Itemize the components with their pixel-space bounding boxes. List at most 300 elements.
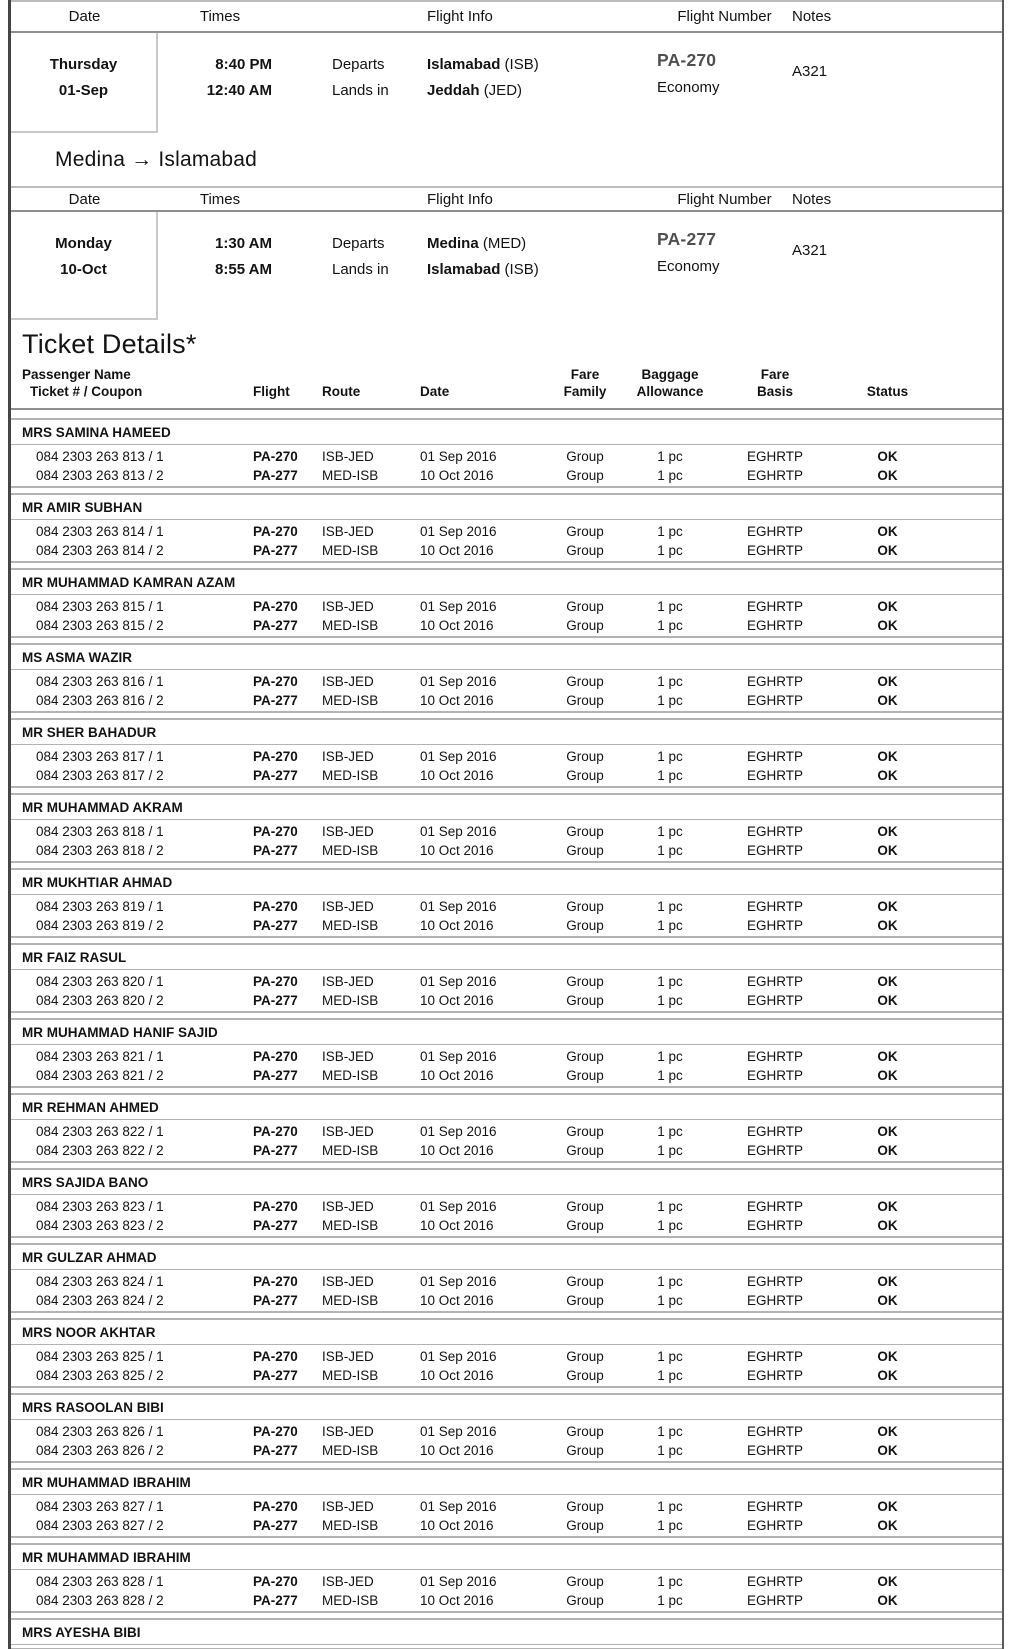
- coupon-rows: [11, 1195, 1002, 1236]
- coupon-flight: PA-270: [253, 1424, 298, 1439]
- passenger-group: [11, 1243, 1002, 1313]
- coupon-fare-family: Group: [566, 768, 604, 783]
- coupon-baggage-allowance: 1 pc: [657, 1124, 683, 1139]
- coupon-status: OK: [877, 524, 898, 539]
- coupon-route: ISB-JED: [322, 1574, 374, 1589]
- ticket-coupon-row: [11, 822, 1002, 841]
- passenger-group: [11, 568, 1002, 638]
- flight-header-notes: Notes: [792, 190, 832, 208]
- passenger-group: [11, 1543, 1002, 1613]
- coupon-fare-family: Group: [566, 1124, 604, 1139]
- coupon-fare-family: Group: [566, 1199, 604, 1214]
- flight-header-number: Flight Number: [677, 190, 772, 208]
- coupon-rows: [11, 895, 1002, 936]
- coupon-fare-family: Group: [566, 974, 604, 989]
- coupon-status: OK: [877, 749, 898, 764]
- coupon-baggage-allowance: 1 pc: [657, 618, 683, 633]
- flight-header-number: Flight Number: [677, 8, 772, 25]
- coupon-fare-basis: EGHRTP: [746, 543, 803, 558]
- coupon-flight: PA-270: [253, 749, 298, 764]
- coupon-route: MED-ISB: [322, 993, 379, 1008]
- coupon-flight: PA-277: [253, 468, 298, 483]
- depart-city: Medina: [427, 235, 479, 252]
- col-header-status: Status: [866, 384, 909, 399]
- coupon-date: 01 Sep 2016: [420, 524, 497, 539]
- coupon-ticket-number: 084 2303 263 818 / 2: [36, 843, 164, 858]
- coupon-date: 01 Sep 2016: [420, 1274, 497, 1289]
- coupon-fare-basis: EGHRTP: [746, 468, 803, 483]
- coupon-fare-family: Group: [566, 1274, 604, 1289]
- coupon-date: 01 Sep 2016: [420, 974, 497, 989]
- coupon-baggage-allowance: 1 pc: [657, 1424, 683, 1439]
- coupon-route: ISB-JED: [322, 1274, 374, 1289]
- cabin-class: Economy: [657, 79, 720, 96]
- coupon-route: ISB-JED: [322, 524, 374, 539]
- coupon-route: MED-ISB: [322, 1368, 379, 1383]
- coupon-ticket-number: 084 2303 263 823 / 2: [36, 1218, 164, 1233]
- ticket-coupon-row: [11, 841, 1002, 860]
- coupon-flight: PA-270: [253, 1124, 298, 1139]
- coupon-baggage-allowance: 1 pc: [657, 1049, 683, 1064]
- flight-direction-labels: [332, 33, 427, 133]
- coupon-baggage-allowance: 1 pc: [657, 674, 683, 689]
- coupon-baggage-allowance: 1 pc: [657, 1349, 683, 1364]
- flight-header-date: Date: [68, 190, 101, 208]
- coupon-flight: PA-270: [253, 1049, 298, 1064]
- coupon-status: OK: [877, 918, 898, 933]
- coupon-ticket-number: 084 2303 263 813 / 2: [36, 468, 164, 483]
- coupon-rows: [11, 1045, 1002, 1086]
- ticket-coupon-row: [11, 991, 1002, 1010]
- coupon-fare-family: Group: [566, 468, 604, 483]
- ticket-coupon-row: [11, 747, 1002, 766]
- depart-city-line: [427, 52, 657, 78]
- flight-date-cell: [11, 33, 158, 133]
- coupon-fare-basis: EGHRTP: [746, 524, 803, 539]
- coupon-flight: PA-277: [253, 618, 298, 633]
- coupon-flight: PA-277: [253, 993, 298, 1008]
- flight-direction-labels: [332, 212, 427, 320]
- coupon-date: 01 Sep 2016: [420, 1574, 497, 1589]
- coupon-flight: PA-277: [253, 1443, 298, 1458]
- coupon-fare-basis: EGHRTP: [746, 1274, 803, 1289]
- ticket-coupon-row: [11, 1591, 1002, 1610]
- coupon-ticket-number: 084 2303 263 825 / 1: [36, 1349, 164, 1364]
- coupon-status: OK: [877, 1349, 898, 1364]
- coupon-status: OK: [877, 599, 898, 614]
- coupon-ticket-number: 084 2303 263 814 / 1: [36, 524, 164, 539]
- coupon-flight: PA-270: [253, 524, 298, 539]
- coupon-fare-family: Group: [566, 1368, 604, 1383]
- coupon-fare-family: Group: [566, 599, 604, 614]
- coupon-fare-family: Group: [566, 1049, 604, 1064]
- coupon-status: OK: [877, 468, 898, 483]
- passenger-group: [11, 718, 1002, 788]
- passenger-group: [11, 493, 1002, 563]
- coupon-flight: PA-270: [253, 674, 298, 689]
- flight-times-cell: [158, 212, 282, 320]
- coupon-flight: PA-277: [253, 843, 298, 858]
- coupon-route: ISB-JED: [322, 749, 374, 764]
- coupon-ticket-number: 084 2303 263 819 / 1: [36, 899, 164, 914]
- coupon-baggage-allowance: 1 pc: [657, 1143, 683, 1158]
- coupon-flight: PA-277: [253, 1068, 298, 1083]
- coupon-rows: [11, 595, 1002, 636]
- arrive-city-line: [427, 78, 657, 104]
- coupon-fare-basis: EGHRTP: [746, 1349, 803, 1364]
- flight-header-date: Date: [68, 8, 101, 25]
- coupon-status: OK: [877, 1124, 898, 1139]
- ticket-coupon-row: [11, 1572, 1002, 1591]
- passenger-name: MR MUHAMMAD IBRAHIM: [11, 1545, 1002, 1570]
- coupon-status: OK: [877, 843, 898, 858]
- coupon-status: OK: [877, 974, 898, 989]
- flight-day: Monday: [55, 235, 112, 252]
- coupon-fare-basis: EGHRTP: [746, 1068, 803, 1083]
- ticket-coupon-row: [11, 1047, 1002, 1066]
- flight-header-times: Times: [199, 190, 241, 208]
- arrive-city: Islamabad: [427, 261, 501, 278]
- coupon-flight: PA-277: [253, 918, 298, 933]
- coupon-route: ISB-JED: [322, 599, 374, 614]
- coupon-baggage-allowance: 1 pc: [657, 993, 683, 1008]
- coupon-fare-basis: EGHRTP: [746, 1424, 803, 1439]
- ticket-coupon-row: [11, 466, 1002, 485]
- coupon-flight: PA-270: [253, 449, 298, 464]
- coupon-status: OK: [877, 1068, 898, 1083]
- passenger-group: [11, 643, 1002, 713]
- coupon-fare-family: Group: [566, 749, 604, 764]
- coupon-ticket-number: 084 2303 263 821 / 1: [36, 1049, 164, 1064]
- coupon-fare-basis: EGHRTP: [746, 1593, 803, 1608]
- coupon-status: OK: [877, 449, 898, 464]
- coupon-route: ISB-JED: [322, 824, 374, 839]
- ticket-table-header: [11, 366, 1002, 410]
- coupon-fare-basis: EGHRTP: [746, 449, 803, 464]
- coupon-flight: PA-277: [253, 1218, 298, 1233]
- departs-label: Departs: [332, 56, 385, 73]
- passenger-name: MRS RASOOLAN BIBI: [11, 1395, 1002, 1420]
- coupon-status: OK: [877, 674, 898, 689]
- coupon-status: OK: [877, 618, 898, 633]
- coupon-route: MED-ISB: [322, 843, 379, 858]
- coupon-status: OK: [877, 1293, 898, 1308]
- coupon-fare-basis: EGHRTP: [746, 899, 803, 914]
- ticket-coupon-row: [11, 597, 1002, 616]
- coupon-rows: [11, 1270, 1002, 1311]
- depart-city-line: [427, 231, 657, 257]
- coupon-flight: PA-277: [253, 768, 298, 783]
- col-header-fare-family: Fare Family: [563, 367, 607, 399]
- coupon-flight: PA-270: [253, 1499, 298, 1514]
- coupon-baggage-allowance: 1 pc: [657, 693, 683, 708]
- flight-row-2: [11, 212, 1002, 320]
- departs-label: Departs: [332, 235, 385, 252]
- coupon-ticket-number: 084 2303 263 827 / 1: [36, 1499, 164, 1514]
- coupon-date: 10 Oct 2016: [420, 543, 494, 558]
- ticket-coupon-row: [11, 916, 1002, 935]
- passenger-name: MRS SAJIDA BANO: [11, 1170, 1002, 1195]
- coupon-route: ISB-JED: [322, 1499, 374, 1514]
- coupon-fare-family: Group: [566, 1593, 604, 1608]
- passenger-name: MR MUHAMMAD KAMRAN AZAM: [11, 570, 1002, 595]
- passenger-group: [11, 1468, 1002, 1538]
- coupon-flight: PA-270: [253, 599, 298, 614]
- coupon-status: OK: [877, 1274, 898, 1289]
- cabin-class: Economy: [657, 258, 720, 275]
- flight-number-cell: [657, 212, 792, 320]
- coupon-rows: [11, 520, 1002, 561]
- passenger-name: MS ASMA WAZIR: [11, 645, 1002, 670]
- coupon-baggage-allowance: 1 pc: [657, 543, 683, 558]
- coupon-ticket-number: 084 2303 263 824 / 1: [36, 1274, 164, 1289]
- coupon-fare-family: Group: [566, 1499, 604, 1514]
- coupon-route: MED-ISB: [322, 1143, 379, 1158]
- coupon-ticket-number: 084 2303 263 827 / 2: [36, 1518, 164, 1533]
- coupon-fare-basis: EGHRTP: [746, 1574, 803, 1589]
- coupon-date: 10 Oct 2016: [420, 618, 494, 633]
- coupon-status: OK: [877, 899, 898, 914]
- col-header-route: Route: [322, 384, 361, 399]
- coupon-ticket-number: 084 2303 263 816 / 1: [36, 674, 164, 689]
- ticket-coupon-row: [11, 1441, 1002, 1460]
- coupon-route: ISB-JED: [322, 1424, 374, 1439]
- ticket-coupon-row: [11, 691, 1002, 710]
- route-title: Medina → Islamabad: [55, 148, 258, 171]
- coupon-baggage-allowance: 1 pc: [657, 599, 683, 614]
- ticket-coupon-row: [11, 1066, 1002, 1085]
- coupon-ticket-number: 084 2303 263 822 / 2: [36, 1143, 164, 1158]
- coupon-route: MED-ISB: [322, 1293, 379, 1308]
- ticket-coupon-row: [11, 1291, 1002, 1310]
- coupon-baggage-allowance: 1 pc: [657, 1593, 683, 1608]
- coupon-fare-basis: EGHRTP: [746, 974, 803, 989]
- flight-number: PA-270: [657, 50, 717, 70]
- coupon-ticket-number: 084 2303 263 821 / 2: [36, 1068, 164, 1083]
- coupon-fare-basis: EGHRTP: [746, 1199, 803, 1214]
- coupon-ticket-number: 084 2303 263 817 / 1: [36, 749, 164, 764]
- coupon-rows: [11, 1345, 1002, 1386]
- passenger-name: MR GULZAR AHMAD: [11, 1245, 1002, 1270]
- coupon-date: 10 Oct 2016: [420, 1368, 494, 1383]
- coupon-fare-family: Group: [566, 449, 604, 464]
- coupon-rows: [11, 1645, 1002, 1648]
- coupon-rows: [11, 820, 1002, 861]
- coupon-route: MED-ISB: [322, 918, 379, 933]
- passenger-name: MR MUHAMMAD HANIF SAJID: [11, 1020, 1002, 1045]
- coupon-ticket-number: 084 2303 263 819 / 2: [36, 918, 164, 933]
- arrive-time: 12:40 AM: [206, 82, 272, 99]
- aircraft-note: A321: [792, 242, 828, 259]
- coupon-fare-family: Group: [566, 918, 604, 933]
- coupon-route: MED-ISB: [322, 1218, 379, 1233]
- depart-code: (MED): [482, 235, 527, 252]
- ticket-coupon-row: [11, 766, 1002, 785]
- coupon-status: OK: [877, 1424, 898, 1439]
- coupon-fare-family: Group: [566, 1143, 604, 1158]
- coupon-rows: [11, 445, 1002, 486]
- coupon-ticket-number: 084 2303 263 826 / 1: [36, 1424, 164, 1439]
- coupon-baggage-allowance: 1 pc: [657, 1368, 683, 1383]
- passenger-name: MRS SAMINA HAMEED: [11, 420, 1002, 445]
- coupon-flight: PA-277: [253, 1293, 298, 1308]
- coupon-fare-basis: EGHRTP: [746, 1293, 803, 1308]
- coupon-ticket-number: 084 2303 263 825 / 2: [36, 1368, 164, 1383]
- passenger-group: [11, 1093, 1002, 1163]
- col-header-passenger: Passenger Name Ticket # / Coupon: [22, 367, 143, 399]
- ticket-coupon-row: [11, 1422, 1002, 1441]
- coupon-rows: [11, 1495, 1002, 1536]
- coupon-date: 01 Sep 2016: [420, 449, 497, 464]
- passenger-group: [11, 1018, 1002, 1088]
- coupon-fare-family: Group: [566, 1518, 604, 1533]
- ticket-coupon-row: [11, 1366, 1002, 1385]
- coupon-fare-family: Group: [566, 524, 604, 539]
- coupon-fare-basis: EGHRTP: [746, 843, 803, 858]
- coupon-fare-basis: EGHRTP: [746, 1499, 803, 1514]
- flight-row-1: [11, 33, 1002, 133]
- arrive-city: Jeddah: [427, 82, 480, 99]
- coupon-status: OK: [877, 768, 898, 783]
- coupon-flight: PA-270: [253, 824, 298, 839]
- flight-date-cell: [11, 212, 158, 320]
- coupon-baggage-allowance: 1 pc: [657, 1293, 683, 1308]
- flight-number-cell: [657, 33, 792, 133]
- coupon-fare-basis: EGHRTP: [746, 674, 803, 689]
- coupon-baggage-allowance: 1 pc: [657, 468, 683, 483]
- coupon-rows: [11, 1570, 1002, 1611]
- coupon-route: ISB-JED: [322, 899, 374, 914]
- coupon-baggage-allowance: 1 pc: [657, 1499, 683, 1514]
- flight-header-info: Flight Info: [427, 8, 493, 25]
- passenger-group: [11, 793, 1002, 863]
- coupon-route: MED-ISB: [322, 1068, 379, 1083]
- coupon-baggage-allowance: 1 pc: [657, 974, 683, 989]
- coupon-flight: PA-270: [253, 1574, 298, 1589]
- coupon-flight: PA-277: [253, 1593, 298, 1608]
- coupon-route: ISB-JED: [322, 1049, 374, 1064]
- coupon-fare-basis: EGHRTP: [746, 1218, 803, 1233]
- ticket-coupon-row: [11, 972, 1002, 991]
- coupon-date: 01 Sep 2016: [420, 1424, 497, 1439]
- depart-city: Islamabad: [427, 56, 501, 73]
- coupon-status: OK: [877, 993, 898, 1008]
- flight-table-header-2: [11, 186, 1002, 212]
- coupon-fare-family: Group: [566, 1574, 604, 1589]
- coupon-date: 10 Oct 2016: [420, 993, 494, 1008]
- coupon-ticket-number: 084 2303 263 826 / 2: [36, 1443, 164, 1458]
- passenger-name: MR FAIZ RASUL: [11, 945, 1002, 970]
- coupon-fare-family: Group: [566, 1424, 604, 1439]
- flight-number: PA-277: [657, 229, 717, 249]
- passenger-name: MR SHER BAHADUR: [11, 720, 1002, 745]
- flight-cities-cell: [427, 212, 657, 320]
- ticket-coupon-row: [11, 1216, 1002, 1235]
- col-header-date: Date: [420, 384, 450, 399]
- coupon-flight: PA-277: [253, 1143, 298, 1158]
- coupon-ticket-number: 084 2303 263 820 / 2: [36, 993, 164, 1008]
- coupon-fare-family: Group: [566, 1293, 604, 1308]
- coupon-route: MED-ISB: [322, 1518, 379, 1533]
- coupon-status: OK: [877, 1199, 898, 1214]
- coupon-date: 01 Sep 2016: [420, 749, 497, 764]
- coupon-date: 10 Oct 2016: [420, 843, 494, 858]
- coupon-date: 10 Oct 2016: [420, 1593, 494, 1608]
- coupon-ticket-number: 084 2303 263 820 / 1: [36, 974, 164, 989]
- depart-code: (ISB): [504, 56, 539, 73]
- passenger-name: MRS AYESHA BIBI: [11, 1620, 1002, 1645]
- passenger-group: [11, 1318, 1002, 1388]
- coupon-fare-basis: EGHRTP: [746, 599, 803, 614]
- coupon-status: OK: [877, 1368, 898, 1383]
- coupon-ticket-number: 084 2303 263 824 / 2: [36, 1293, 164, 1308]
- coupon-flight: PA-277: [253, 693, 298, 708]
- coupon-date: 01 Sep 2016: [420, 599, 497, 614]
- coupon-date: 10 Oct 2016: [420, 768, 494, 783]
- coupon-status: OK: [877, 1518, 898, 1533]
- coupon-date: 01 Sep 2016: [420, 899, 497, 914]
- ticket-coupon-row: [11, 447, 1002, 466]
- coupon-status: OK: [877, 1499, 898, 1514]
- coupon-status: OK: [877, 543, 898, 558]
- coupon-baggage-allowance: 1 pc: [657, 1518, 683, 1533]
- coupon-route: ISB-JED: [322, 1124, 374, 1139]
- coupon-flight: PA-270: [253, 1199, 298, 1214]
- arrive-code: (JED): [483, 82, 523, 99]
- coupon-ticket-number: 084 2303 263 814 / 2: [36, 543, 164, 558]
- ticket-coupon-row: [11, 1497, 1002, 1516]
- coupon-fare-family: Group: [566, 843, 604, 858]
- coupon-fare-family: Group: [566, 1068, 604, 1083]
- coupon-route: MED-ISB: [322, 1443, 379, 1458]
- coupon-status: OK: [877, 1593, 898, 1608]
- flight-date: 10-Oct: [60, 261, 107, 278]
- coupon-date: 10 Oct 2016: [420, 1143, 494, 1158]
- coupon-ticket-number: 084 2303 263 813 / 1: [36, 449, 164, 464]
- coupon-flight: PA-270: [253, 1349, 298, 1364]
- flight-header-times: Times: [199, 8, 241, 25]
- coupon-date: 01 Sep 2016: [420, 1199, 497, 1214]
- coupon-rows: [11, 745, 1002, 786]
- coupon-rows: [11, 670, 1002, 711]
- itinerary-document: [8, 0, 1004, 1649]
- coupon-fare-basis: EGHRTP: [746, 618, 803, 633]
- ticket-coupon-row: [11, 522, 1002, 541]
- coupon-fare-family: Group: [566, 543, 604, 558]
- flight-header-info: Flight Info: [427, 190, 493, 208]
- coupon-rows: [11, 1120, 1002, 1161]
- coupon-route: ISB-JED: [322, 1349, 374, 1364]
- coupon-baggage-allowance: 1 pc: [657, 749, 683, 764]
- lands-label: Lands in: [332, 261, 389, 278]
- passenger-group: [11, 943, 1002, 1013]
- passenger-name: MRS NOOR AKHTAR: [11, 1320, 1002, 1345]
- ticket-coupon-row: [11, 616, 1002, 635]
- coupon-status: OK: [877, 1218, 898, 1233]
- coupon-ticket-number: 084 2303 263 822 / 1: [36, 1124, 164, 1139]
- coupon-fare-basis: EGHRTP: [746, 1368, 803, 1383]
- coupon-fare-family: Group: [566, 899, 604, 914]
- col-header-fare-basis: Fare Basis: [756, 367, 794, 399]
- coupon-fare-basis: EGHRTP: [746, 1518, 803, 1533]
- coupon-status: OK: [877, 1049, 898, 1064]
- ticket-coupon-row: [11, 1122, 1002, 1141]
- passenger-group: [11, 418, 1002, 488]
- ticket-coupon-row: [11, 1141, 1002, 1160]
- flight-table-header-1: [11, 0, 1002, 33]
- coupon-ticket-number: 084 2303 263 818 / 1: [36, 824, 164, 839]
- coupon-status: OK: [877, 1443, 898, 1458]
